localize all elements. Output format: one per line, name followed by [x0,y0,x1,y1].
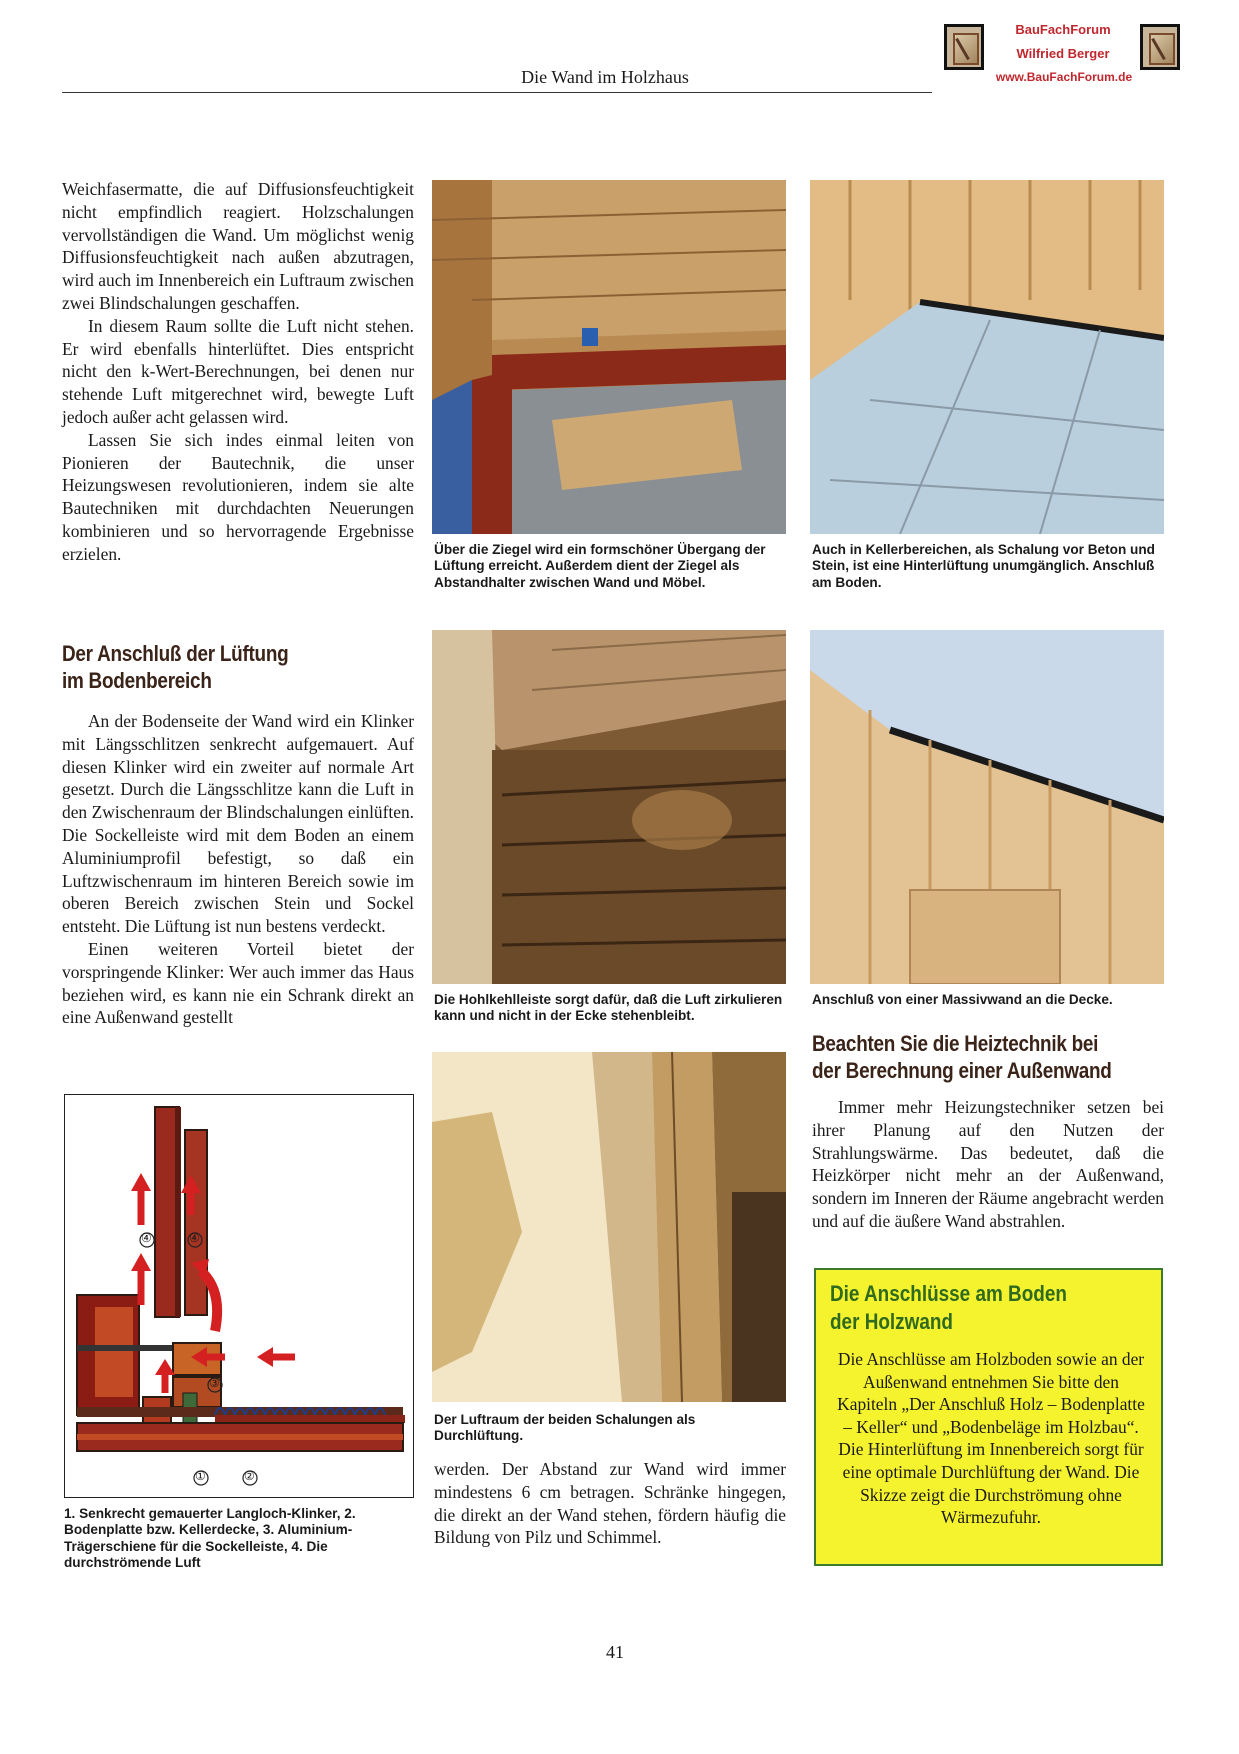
intro-text [62,178,414,566]
brand-author: Wilfried Berger [1016,46,1110,61]
label-4: ④ [141,1231,152,1245]
info-box-title: Die Anschlüsse am Boden der Holzwand [830,1281,1067,1334]
paragraph: Die Anschlüsse am Holzboden sowie an der Außenwand entnehmen Sie bitte den Kapiteln „Der Anschluß Holz – Bodenplatte – Keller“ und „Bodenbeläge im Holzbau“. [837,1349,1145,1437]
paragraph: Weichfasermatte, die auf Diffusionsfeuchtigkeit nicht empfindlich reagiert. Holzschalungen vervollständigen die Wand. Um möglichst wenig Diffusionsfeuchtigkeit nach außen abzutragen, wird auch im Innenbereich ein Luftraum zwischen zwei Blindschalungen geschaffen. [62,179,414,313]
paragraph: Einen weiteren Vorteil bietet der vorspringende Klinker: Wer auch immer das Haus beziehen wird, es kann nie ein Schrank direkt an eine Außenwand gestellt [62,938,414,1028]
photo-caption: Über die Ziegel wird ein formschöner Übergang der Lüftung erreicht. Außerdem dient der Ziegel als Abstandhalter zwischen Wand und Möbel. [434,542,766,590]
paragraph: Die Hinterlüftung im Innenbereich sorgt für eine optimale Durchlüftung der Wand. Die Skizze zeigt die Durchströmung ohne Wärmezufuhr. [838,1439,1144,1528]
running-header: Die Wand im Holzhaus [521,67,689,87]
photo-basement-tiles [810,180,1164,534]
label-3: ③ [209,1376,220,1390]
section-heading: Beachten Sie die Heiztechnik bei der Berechnung einer Außenwand [812,1031,1112,1083]
header-rule [62,92,932,93]
info-box-body [832,1348,1150,1529]
brand-name: BauFachForum [1015,22,1111,37]
label-1: ① [195,1469,206,1483]
paragraph: Immer mehr Heizungstechniker setzen bei ihrer Planung auf den Nutzen der Strahlungswärme. Das bedeutet, daß die Heizkörper nicht mehr an der Außenwand, sondern im Inneren der Räume angebracht werden und auf die äußere Wand abstrahlen. [812,1097,1164,1231]
label-4: ④ [189,1231,200,1245]
photo-ceiling-connection [810,630,1164,984]
paragraph: An der Bodenseite der Wand wird ein Klinker mit Längsschlitzen senkrecht aufgemauert. Auf diesen Klinker wird ein zweiter auf normale Art gesetzt. Durch die Längsschlitze kann die Luft in den Zwischenraum der Blindschalungen einlüften. Die Sockelleiste wird mit dem Boden an einem Aluminiumprofil befestigt, so daß ein Luftzwischenraum im hinteren Bereich sowie im oberen Bereich zwischen Stein und Sockel entsteht. Die Lüftung ist nun bestens verdeckt. [62,711,414,937]
ventilation-diagram [64,1094,414,1498]
page-number: 41 [606,1642,624,1662]
paragraph: In diesem Raum sollte die Luft nicht stehen. Er wird ebenfalls hinterlüftet. Dies entspricht nicht den k-Wert-Berechnungen, bei denen nur stehende Luft mitgerechnet wird, bewegte Luft jedoch außer acht gelassen wird. [62,315,414,427]
section-heading: Der Anschluß der Lüftung im Bodenbereich [62,641,289,693]
brand-url[interactable]: www.BauFachForum.de [995,70,1133,84]
paragraph: Lassen Sie sich indes einmal leiten von Pionieren der Bautechnik, die unser Heizungswesen revolutionieren, indem sie alte Bautechniken mit durchdachten Neuerungen kombinieren und so hervorragende Ergebnisse erzielen. [62,429,414,564]
photo-caption: Anschluß von einer Massivwand an die Decke. [812,992,1113,1007]
col2-text [434,1458,786,1549]
photo-cove-molding [432,630,786,984]
photo-caption: Der Luftraum der beiden Schalungen als Durchlüftung. [434,1412,696,1444]
section-text [62,710,414,1029]
diagram-sketch [65,1095,413,1497]
label-2: ② [244,1469,255,1483]
baufachforum-badge[interactable] [944,18,1194,96]
col3-text [812,1096,1164,1233]
logo-icon [944,24,984,70]
photo-caption: Auch in Kellerbereichen, als Schalung vor Beton und Stein, ist eine Hinterlüftung unumgänglich. Anschluß am Boden. [812,542,1155,590]
photo-air-space [432,1052,786,1402]
paragraph: werden. Der Abstand zur Wand wird immer mindestens 6 cm betragen. Schränke hingegen, die direkt an der Wand stehen, fördern häufig die Bildung von Pilz und Schimmel. [434,1459,786,1548]
diagram-caption: 1. Senkrecht gemauerter Langloch-Klinker, 2. Bodenplatte bzw. Kellerdecke, 3. Aluminium-Trägerschiene für die Sockelleiste, 4. Die durchströmende Luft [64,1506,356,1571]
photo-brick-ventilation [432,180,786,534]
logo-icon [1140,24,1180,70]
photo-caption: Die Hohlkehlleiste sorgt dafür, daß die Luft zirkulieren kann und nicht in der Ecke stehenbleibt. [434,992,783,1024]
info-box [814,1268,1163,1566]
